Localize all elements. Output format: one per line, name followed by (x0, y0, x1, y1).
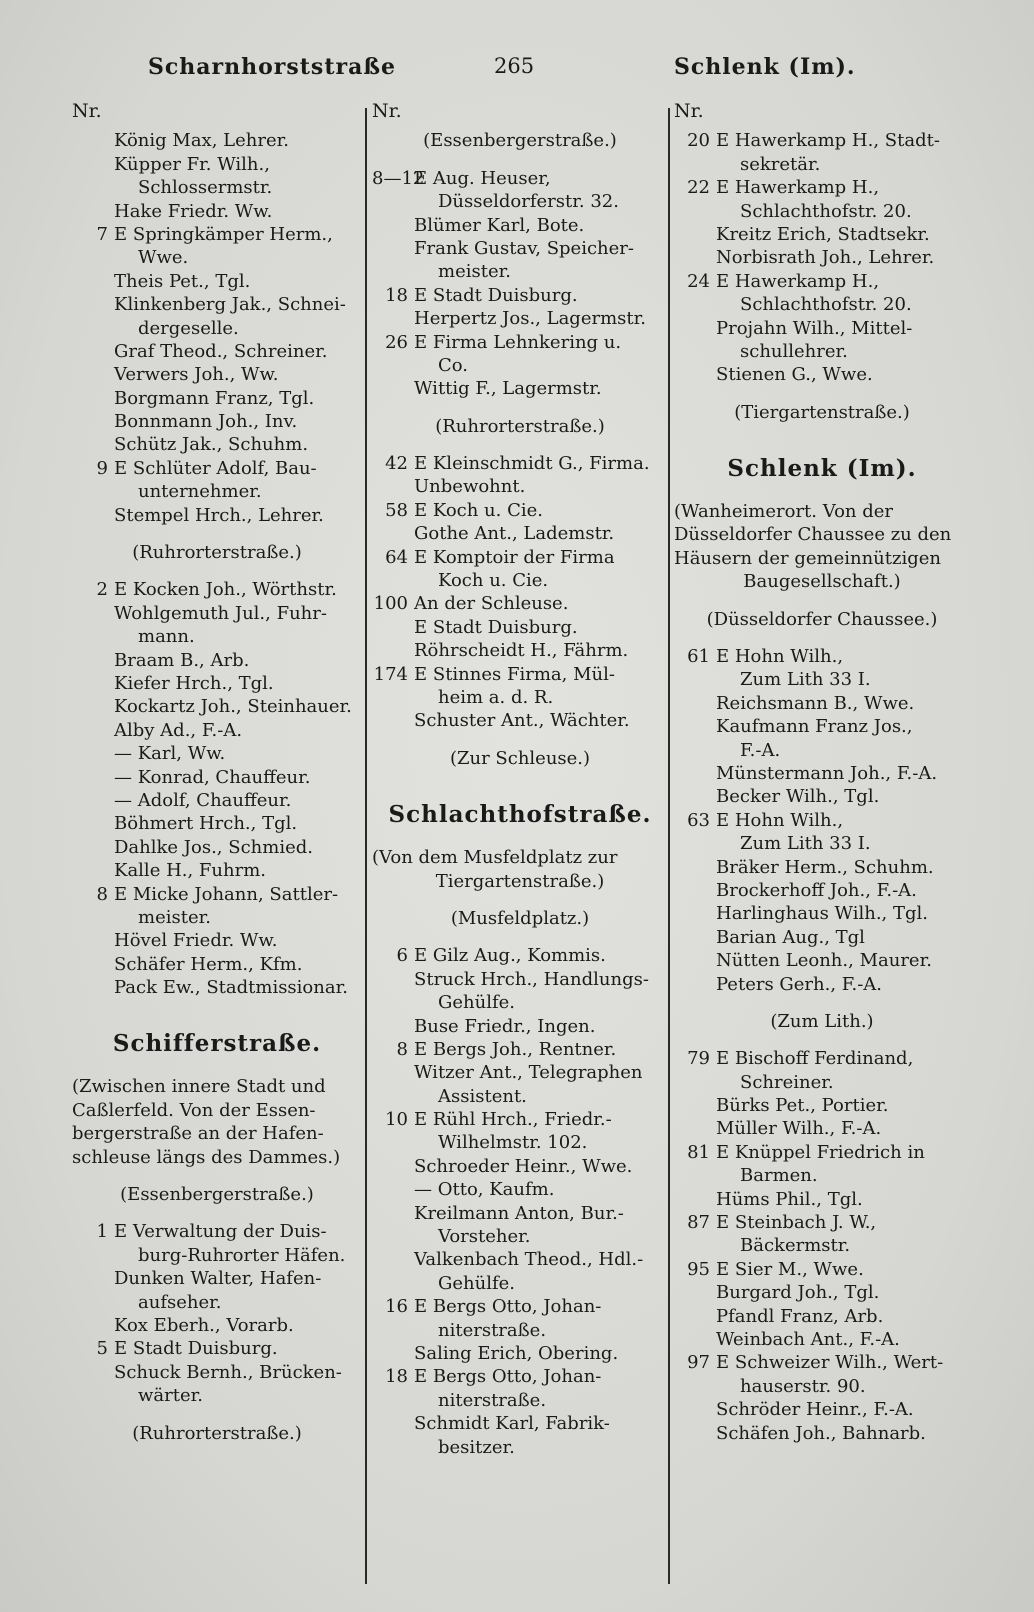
entry-continuation: Düsseldorferstr. 32. (438, 191, 619, 213)
entry-text: E Hawerkamp H., Stadt- (716, 130, 940, 152)
column-nr-heading: Nr. (674, 100, 704, 122)
house-number: 8—12 (372, 167, 425, 189)
entry-text: E Rühl Hrch., Friedr.- (414, 1109, 612, 1131)
numbered-entry (674, 129, 970, 152)
resident-entry: Peters Gerh., F.-A. (716, 973, 883, 995)
entry-text: E Hawerkamp H., (716, 270, 880, 292)
spacer (372, 733, 668, 747)
spacer (372, 930, 668, 944)
house-number: 58 (385, 499, 408, 521)
entry-text: E Verwaltung der Duis- (114, 1221, 327, 1243)
resident-entry: Verwers Joh., Ww. (114, 364, 279, 386)
house-number: 61 (687, 646, 710, 668)
numbered-entry (372, 499, 668, 522)
spacer (372, 893, 668, 907)
house-number: 63 (687, 809, 710, 831)
spacer (72, 1169, 362, 1183)
house-number: 18 (385, 284, 408, 306)
spacer (72, 564, 362, 578)
entry-text: E Kleinschmidt G., Firma. (414, 453, 650, 475)
house-number: 10 (385, 1109, 408, 1131)
entry-continuation: Bäckermstr. (740, 1235, 851, 1257)
resident-entry: Stempel Hrch., Lehrer. (114, 504, 324, 526)
street-description: bergerstraße an der Hafen- (72, 1123, 324, 1145)
page-header (0, 54, 1034, 94)
entry-continuation: Assistent. (438, 1085, 527, 1107)
entry-continuation: Wilhelmstr. 102. (438, 1132, 588, 1154)
entry-text: E Koch u. Cie. (414, 499, 543, 521)
entry-continuation: heim a. d. R. (438, 686, 554, 708)
house-number: 8 (396, 1038, 408, 1060)
numbered-entry (372, 663, 668, 686)
resident-entry: Klinkenberg Jak., Schnei- (114, 294, 346, 316)
street-description: (Zwischen innere Stadt und (72, 1076, 326, 1098)
entry-text: E Firma Lehnkering u. (414, 331, 622, 353)
numbered-entry (372, 284, 668, 307)
street-title: Schifferstraße. (112, 1030, 322, 1058)
spacer (674, 1033, 970, 1047)
entry-continuation: Schreiner. (740, 1071, 834, 1093)
resident-entry: Reichsmann B., Wwe. (716, 692, 915, 714)
street-description: (Von dem Musfeldplatz zur (372, 847, 618, 869)
resident-entry: — Adolf, Chauffeur. (114, 789, 292, 811)
entry-continuation: Schlachthofstr. 20. (740, 294, 912, 316)
resident-entry: Buse Friedr., Ingen. (414, 1015, 596, 1037)
house-number: 24 (687, 270, 710, 292)
house-number: 97 (687, 1352, 710, 1374)
street-description: (Wanheimerort. Von der (674, 501, 894, 523)
house-number: 8 (96, 883, 108, 905)
numbered-entry (372, 1038, 668, 1061)
numbered-entry (72, 883, 362, 906)
spacer (372, 832, 668, 846)
entry-continuation: Wwe. (138, 247, 189, 269)
entry-continuation: Barmen. (740, 1165, 818, 1187)
numbered-entry (674, 1211, 970, 1234)
entry-continuation: wärter. (138, 1385, 203, 1407)
numbered-entry (674, 1351, 970, 1374)
entry-text: E Aug. Heuser, (414, 167, 551, 189)
entry-text: E Bergs Otto, Johan- (414, 1296, 602, 1318)
resident-entry: Müller Wilh., F.-A. (716, 1118, 882, 1140)
entry-continuation: hauserstr. 90. (740, 1375, 866, 1397)
house-number: 100 (373, 593, 408, 615)
house-number: 87 (687, 1212, 710, 1234)
resident-entry: Bonnmann Joh., Inv. (114, 411, 298, 433)
column-divider-1 (365, 108, 367, 1584)
entry-continuation: schullehrer. (740, 340, 848, 362)
resident-entry: Projahn Wilh., Mittel- (716, 317, 913, 339)
resident-entry: Unbewohnt. (414, 476, 526, 498)
entry-text: E Knüppel Friedrich in (716, 1141, 925, 1163)
numbered-entry (674, 270, 970, 293)
entry-text: E Kocken Joh., Wörthstr. (114, 579, 337, 601)
resident-entry: Harlinghaus Wilh., Tgl. (716, 903, 929, 925)
entry-continuation: meister. (438, 261, 511, 283)
resident-entry: Kalle H., Fuhrm. (114, 860, 266, 882)
street-title: Schlachthofstraße. (388, 801, 652, 829)
resident-entry: — Karl, Ww. (114, 743, 226, 765)
street-description: schleuse längs des Dammes.) (72, 1146, 341, 1168)
entry-text: E Stadt Duisburg. (414, 284, 578, 306)
entry-continuation: Vorsteher. (438, 1226, 531, 1248)
resident-entry: Witzer Ant., Telegraphen (414, 1062, 643, 1084)
resident-entry: Böhmert Hrch., Tgl. (114, 813, 298, 835)
resident-entry: Kreitz Erich, Stadtsekr. (716, 223, 930, 245)
resident-entry: E Stadt Duisburg. (414, 616, 578, 638)
numbered-entry (72, 223, 362, 246)
spacer (72, 1061, 362, 1075)
entry-continuation: F.-A. (740, 739, 781, 761)
entry-continuation: burg-Ruhrorter Häfen. (138, 1244, 346, 1266)
entry-text: An der Schleuse. (414, 593, 569, 615)
numbered-entry (372, 546, 668, 569)
resident-entry: Kockartz Joh., Steinhauer. (114, 696, 352, 718)
resident-entry: Schäfen Joh., Bahnarb. (716, 1422, 926, 1444)
resident-entry: Schröder Heinr., F.-A. (716, 1399, 914, 1421)
section-subheading: (Essenbergerstraße.) (423, 130, 617, 152)
numbered-entry (372, 452, 668, 475)
resident-entry: Schuck Bernh., Brücken- (114, 1361, 342, 1383)
section-subheading: (Ruhrorterstraße.) (435, 415, 605, 437)
resident-entry: Bürks Pet., Portier. (716, 1095, 889, 1117)
resident-entry: Wittig F., Lagermstr. (414, 378, 602, 400)
house-number: 174 (373, 663, 408, 685)
entry-text: E Springkämper Herm., (114, 223, 333, 245)
entry-text: E Hawerkamp H., (716, 177, 880, 199)
section-subheading: (Ruhrorterstraße.) (132, 542, 302, 564)
column-divider-2 (668, 108, 670, 1584)
entry-text: E Bergs Otto, Johan- (414, 1366, 602, 1388)
resident-entry: Alby Ad., F.-A. (114, 719, 243, 741)
entry-text: E Bischoff Ferdinand, (716, 1048, 914, 1070)
entry-text: E Schweizer Wilh., Wert- (716, 1352, 944, 1374)
street-description: Häusern der gemeinnützigen (674, 547, 942, 569)
spacer (72, 1408, 362, 1422)
column-nr-heading: Nr. (372, 100, 402, 122)
house-number: 26 (385, 331, 408, 353)
numbered-entry (372, 944, 668, 967)
house-number: 2 (96, 579, 108, 601)
numbered-entry (674, 809, 970, 832)
resident-entry: Theis Pet., Tgl. (114, 270, 251, 292)
spacer (674, 387, 970, 401)
resident-entry: Dahlke Jos., Schmied. (114, 836, 313, 858)
header-left-street: Scharnhorststraße (148, 54, 397, 80)
entry-text: E Hohn Wilh., (716, 646, 844, 668)
house-number: 22 (687, 177, 710, 199)
entry-text: E Gilz Aug., Kommis. (414, 945, 606, 967)
house-number: 6 (396, 945, 408, 967)
spacer (674, 486, 970, 500)
house-number: 79 (687, 1048, 710, 1070)
section-subheading: (Zum Lith.) (770, 1010, 874, 1032)
resident-entry: Burgard Joh., Tgl. (716, 1282, 880, 1304)
resident-entry: Bräker Herm., Schuhm. (716, 856, 934, 878)
house-number: 16 (385, 1296, 408, 1318)
numbered-entry (372, 1365, 668, 1388)
spacer (372, 438, 668, 452)
resident-entry: Brockerhoff Joh., F.-A. (716, 879, 917, 901)
resident-entry: — Konrad, Chauffeur. (114, 766, 311, 788)
entry-continuation: niterstraße. (438, 1319, 547, 1341)
resident-entry: Herpertz Jos., Lagermstr. (414, 308, 646, 330)
resident-entry: Hövel Friedr. Ww. (114, 930, 278, 952)
section-subheading: Tiergartenstraße.) (435, 870, 605, 892)
entry-text: E Komptoir der Firma (414, 546, 615, 568)
resident-entry: Weinbach Ant., F.-A. (716, 1328, 900, 1350)
numbered-entry (372, 1108, 668, 1131)
entry-continuation: Schlachthofstr. 20. (740, 200, 912, 222)
resident-entry: Struck Hrch., Handlungs- (414, 968, 649, 990)
entry-continuation: mann. (138, 626, 195, 648)
entry-text: E Sier M., Wwe. (716, 1258, 864, 1280)
street-description: Düsseldorfer Chaussee zu den (674, 524, 952, 546)
entry-continuation: Zum Lith 33 I. (740, 833, 871, 855)
spacer (674, 631, 970, 645)
street-title: Schlenk (Im). (727, 455, 917, 483)
spacer (674, 594, 970, 608)
numbered-entry (72, 1220, 362, 1243)
spacer (72, 1206, 362, 1220)
numbered-entry (72, 457, 362, 480)
numbered-entry (72, 1337, 362, 1360)
spacer (674, 996, 970, 1010)
resident-entry: Dunken Walter, Hafen- (114, 1268, 322, 1290)
column-nr-heading: Nr. (72, 100, 102, 122)
house-number: 1 (96, 1221, 108, 1243)
resident-entry: Hake Friedr. Ww. (114, 200, 273, 222)
spacer (372, 153, 668, 167)
page-number: 265 (494, 54, 535, 78)
resident-entry: Kreilmann Anton, Bur.- (414, 1202, 624, 1224)
house-number: 20 (687, 130, 710, 152)
entry-continuation: Koch u. Cie. (438, 570, 549, 592)
spacer (372, 401, 668, 415)
entry-continuation: dergeselle. (138, 317, 239, 339)
resident-entry: Pack Ew., Stadtmissionar. (114, 977, 348, 999)
resident-entry: Valkenbach Theod., Hdl.- (414, 1249, 644, 1271)
spacer (674, 424, 970, 452)
house-number: 81 (687, 1141, 710, 1163)
section-subheading: (Düsseldorfer Chaussee.) (706, 608, 938, 630)
spacer (372, 770, 668, 798)
entry-continuation: Schlossermstr. (138, 177, 273, 199)
resident-entry: König Max, Lehrer. (114, 130, 289, 152)
spacer (72, 527, 362, 541)
street-description: Caßlerfeld. Von der Essen- (72, 1099, 316, 1121)
header-right-street: Schlenk (Im). (674, 54, 856, 80)
house-number: 64 (385, 546, 408, 568)
entry-text: E Schlüter Adolf, Bau- (114, 457, 317, 479)
entry-continuation: besitzer. (438, 1436, 515, 1458)
section-subheading: Baugesellschaft.) (743, 571, 901, 593)
resident-entry: Gothe Ant., Lademstr. (414, 523, 615, 545)
resident-entry: Norbisrath Joh., Lehrer. (716, 247, 935, 269)
entry-continuation: sekretär. (740, 153, 821, 175)
house-number: 9 (96, 457, 108, 479)
numbered-entry (674, 1141, 970, 1164)
entry-continuation: aufseher. (138, 1291, 222, 1313)
entry-text: E Stinnes Firma, Mül- (414, 663, 615, 685)
numbered-entry (674, 1258, 970, 1281)
resident-entry: Saling Erich, Obering. (414, 1342, 619, 1364)
section-subheading: (Ruhrorterstraße.) (132, 1422, 302, 1444)
entry-continuation: unternehmer. (138, 481, 262, 503)
resident-entry: Schmidt Karl, Fabrik- (414, 1413, 610, 1435)
entry-continuation: meister. (138, 906, 211, 928)
resident-entry: Nütten Leonh., Maurer. (716, 950, 932, 972)
resident-entry: Schäfer Herm., Kfm. (114, 953, 303, 975)
resident-entry: Münstermann Joh., F.-A. (716, 762, 938, 784)
column-middle (372, 100, 668, 1572)
entry-continuation: Gehülfe. (438, 1272, 516, 1294)
numbered-entry (72, 578, 362, 601)
resident-entry: Barian Aug., Tgl (716, 926, 865, 948)
resident-entry: Schuster Ant., Wächter. (414, 710, 630, 732)
numbered-entry (674, 176, 970, 199)
entry-text: E Stadt Duisburg. (114, 1338, 278, 1360)
resident-entry: Blümer Karl, Bote. (414, 214, 585, 236)
house-number: 5 (96, 1338, 108, 1360)
entry-text: E Bergs Joh., Rentner. (414, 1038, 617, 1060)
house-number: 95 (687, 1258, 710, 1280)
resident-entry: Stienen G., Wwe. (716, 364, 873, 386)
resident-entry: Frank Gustav, Speicher- (414, 237, 634, 259)
section-subheading: (Tiergartenstraße.) (734, 401, 910, 423)
numbered-entry (372, 331, 668, 354)
resident-entry: Küpper Fr. Wilh., (114, 153, 270, 175)
numbered-entry (674, 645, 970, 668)
entry-text: E Steinbach J. W., (716, 1212, 877, 1234)
resident-entry: Kaufmann Franz Jos., (716, 716, 913, 738)
entry-continuation: Co. (438, 354, 469, 376)
resident-entry: Wohlgemuth Jul., Fuhr- (114, 602, 327, 624)
spacer (72, 999, 362, 1027)
section-subheading: (Zur Schleuse.) (449, 747, 591, 769)
section-subheading: (Musfeldplatz.) (450, 907, 590, 929)
column-left (72, 100, 362, 1572)
resident-entry: Röhrscheidt H., Fährm. (414, 640, 629, 662)
house-number: 42 (385, 453, 408, 475)
house-number: 7 (96, 223, 108, 245)
entry-continuation: Zum Lith 33 I. (740, 669, 871, 691)
numbered-entry (372, 592, 668, 615)
column-right (674, 100, 970, 1572)
entry-text: E Hohn Wilh., (716, 809, 844, 831)
resident-entry: Graf Theod., Schreiner. (114, 340, 328, 362)
numbered-entry (372, 1295, 668, 1318)
resident-entry: Hüms Phil., Tgl. (716, 1188, 863, 1210)
resident-entry: — Otto, Kaufm. (414, 1179, 555, 1201)
entry-continuation: Gehülfe. (438, 992, 516, 1014)
resident-entry: Kiefer Hrch., Tgl. (114, 672, 274, 694)
house-number: 18 (385, 1366, 408, 1388)
resident-entry: Schroeder Heinr., Wwe. (414, 1155, 633, 1177)
resident-entry: Kox Eberh., Vorarb. (114, 1314, 294, 1336)
section-subheading: (Essenbergerstraße.) (120, 1184, 314, 1206)
numbered-entry (674, 1047, 970, 1070)
entry-text: E Micke Johann, Sattler- (114, 883, 339, 905)
resident-entry: Borgmann Franz, Tgl. (114, 387, 315, 409)
resident-entry: Becker Wilh., Tgl. (716, 786, 880, 808)
resident-entry: Braam B., Arb. (114, 649, 250, 671)
entry-continuation: niterstraße. (438, 1389, 547, 1411)
resident-entry: Schütz Jak., Schuhm. (114, 434, 309, 456)
resident-entry: Pfandl Franz, Arb. (716, 1305, 884, 1327)
numbered-entry (372, 167, 668, 190)
